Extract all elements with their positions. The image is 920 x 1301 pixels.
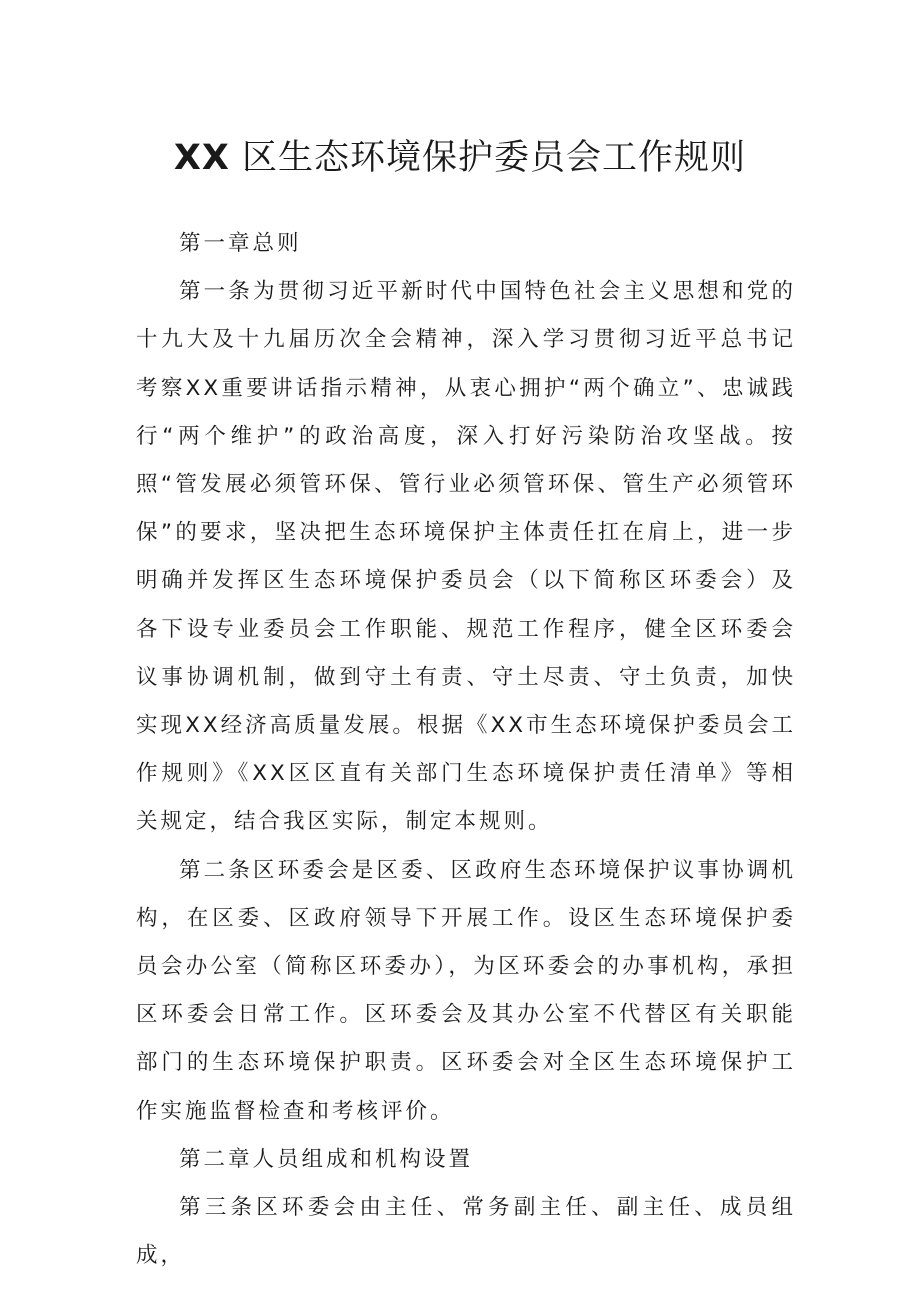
- document-title: [0, 133, 920, 183]
- title-prefix: XX: [173, 138, 230, 178]
- article-1-paragraph: 第一条为贯彻习近平新时代中国特色社会主义思想和党的十九大及十九届历次全会精神，深入学习贯彻习近平总书记考察XX重要讲话指示精神，从衷心拥护“两个确立”、忠诚践行“两个维护”的政治高度，深入打好污染防治攻坚战。按照“管发展必须管环保、管行业必须管环保、管生产必须管环保”的要求，坚决把生态环境保护主体责任扛在肩上，进一步明确并发挥区生态环境保护委员会（以下简称区环委会）及各下设专业委员会工作职能、规范工作程序，健全区环委会议事协调机制，做到守土有责、守土尽责、守土负责，加快实现XX经济高质量发展。根据《XX市生态环境保护委员会工作规则》《XX区区直有关部门生态环境保护责任清单》等相关规定，结合我区实际，制定本规则。: [136, 279, 796, 835]
- article-3-paragraph: 第三条区环委会由主任、常务副主任、副主任、成员组成，: [136, 1195, 796, 1269]
- chapter-2-heading: 第二章人员组成和机构设置: [179, 1146, 474, 1172]
- document-body: [136, 220, 796, 1280]
- article-2-paragraph: 第二条区环委会是区委、区政府生态环境保护议事协调机构，在区委、区政府领导下开展工作。设区生态环境保护委员会办公室（简称区环委办），为区环委会的办事机构，承担区环委会日常工作。区环委会及其办公室不代替区有关职能部门的生态环境保护职责。区环委会对全区生态环境保护工作实施监督检查和考核评价。: [136, 857, 796, 1124]
- title-main: 区生态环境保护委员会工作规则: [242, 138, 747, 178]
- chapter-1-heading: 第一章总则: [179, 231, 302, 256]
